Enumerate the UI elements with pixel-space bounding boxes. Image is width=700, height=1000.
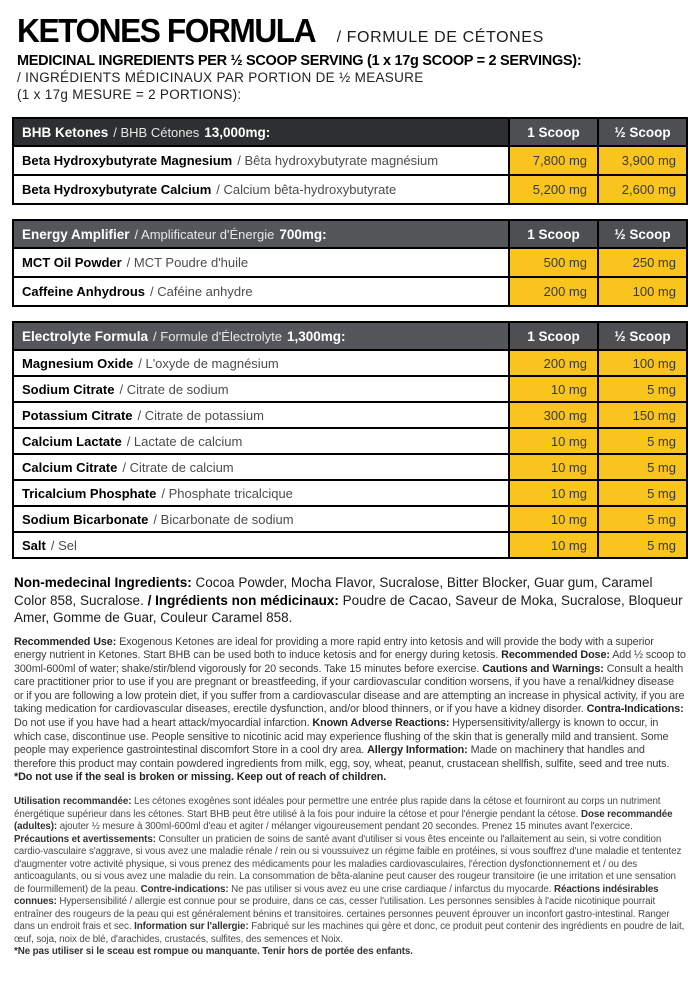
ingredient-row (14, 531, 686, 557)
amount-1-scoop: 10 mg (508, 377, 597, 401)
amount-1-scoop: 5,200 mg (508, 176, 597, 203)
label-utilisation-recommandee: Utilisation recommandée: (14, 796, 132, 808)
col-header-half-scoop: ½ Scoop (597, 221, 686, 247)
title-block (12, 12, 688, 50)
ingredient-name (14, 278, 508, 305)
amount-half-scoop: 100 mg (597, 351, 686, 375)
col-header-1-scoop: 1 Scoop (508, 119, 597, 145)
ingredient-row (14, 479, 686, 505)
text-dose-recommandee: ajouter ½ mesure à 300ml-600ml d'eau et agiter / mélanger vigoureusement pendant 20 secondes. Prenez 15 minutes avant l'exercice. (59, 821, 633, 833)
amount-half-scoop: 2,600 mg (597, 176, 686, 203)
medicinal-ingredients-heading-fr-1: / INGRÉDIENTS MÉDICINAUX PAR PORTION DE ½ MEASURE (17, 70, 424, 85)
ingredient-name-fr: / Citrate de potassium (137, 407, 264, 423)
text-utilisation-recommandee: Les cétones exogènes sont idéales pour permettre une entrée plus rapide dans la cétose et fourniront au corps un nutriment énergétique supérieur dans les cétones. Start BHB peut être utilisé à la fois pour induire la cétose et pour l'énergie pendant la cétose. (14, 796, 661, 820)
amount-half-scoop: 5 mg (597, 507, 686, 531)
ingredient-row (14, 453, 686, 479)
amount-1-scoop: 10 mg (508, 455, 597, 479)
label-reactions-indesirables: Réactions indésirables connues: (14, 883, 659, 908)
table-header-row (14, 119, 686, 145)
ingredient-row (14, 174, 686, 203)
section-name-en: BHB Ketones (22, 124, 109, 140)
ingredient-name-fr: / Bicarbonate de sodium (153, 511, 294, 527)
amount-half-scoop: 5 mg (597, 377, 686, 401)
ingredient-name-en: Sodium Citrate (22, 381, 115, 397)
amount-half-scoop: 150 mg (597, 403, 686, 427)
non-medicinal-label-en: Non-medecinal Ingredients: (14, 575, 192, 590)
ingredient-name (14, 377, 508, 401)
text-adverse-reactions: Hypersensitivity/allergy is known to occur, in which case, discontinue use. People sensitive to nicotinic acid may experience flushing of the skin that is generally mild and transient. Some people may experience gastrointestinal discomfort Store in a cool dry area. (14, 717, 669, 757)
energy-amplifier-table (12, 219, 688, 307)
medicinal-ingredients-heading-fr-2: (1 x 17g MESURE = 2 PORTIONS): (17, 87, 242, 102)
table-header-row (14, 323, 686, 349)
section-name-fr: / Amplificateur d'Énergie (134, 226, 275, 242)
text-allergy-information: Made on machinery that handles and therefore this product may contain powdered ingredients from milk, egg, soy, wheat, peanut, crustacean shellfish, sulfite, seed and tree nuts. (14, 744, 670, 770)
section-total-amount: 700mg: (279, 226, 327, 242)
medicinal-ingredients-heading: MEDICINAL INGREDIENTS PER ½ SCOOP SERVING (1 x 17g SCOOP = 2 SERVINGS): (17, 53, 582, 69)
label-recommended-use: Recommended Use: (14, 635, 117, 648)
label-information-allergie: Information sur l'allergie: (134, 921, 249, 933)
section-name-en: Energy Amplifier (22, 226, 130, 242)
col-header-1-scoop: 1 Scoop (508, 221, 597, 247)
label-precautions: Précautions et avertissements: (14, 833, 156, 845)
ingredient-name (14, 455, 508, 479)
ingredient-name-fr: / Phosphate tricalcique (161, 485, 293, 501)
directions-en (12, 636, 688, 786)
ingredient-name-en: Beta Hydroxybutyrate Calcium (22, 182, 212, 197)
label-cautions-warnings: Cautions and Warnings: (482, 662, 604, 675)
ingredient-name-en: Beta Hydroxybutyrate Magnesium (22, 153, 233, 168)
table-header-row (14, 221, 686, 247)
amount-1-scoop: 500 mg (508, 249, 597, 276)
product-title: KETONES FORMULA (17, 12, 316, 49)
ingredient-name-fr: / Lactate de calcium (126, 433, 243, 449)
col-header-half-scoop: ½ Scoop (597, 323, 686, 349)
ingredient-row (14, 375, 686, 401)
text-recommended-dose: Add ½ scoop to 300ml-600ml of water; shake/stir/blend vigorously for 20 seconds. Take 15 minutes before exercise. (14, 649, 686, 675)
ingredient-name-fr: / Caféine anhydre (150, 284, 253, 299)
non-medicinal-text-en: Cocoa Powder, Mocha Flavor, Sucralose, Bitter Blocker, Guar gum, Caramel Color 858, Sucralose. (14, 575, 653, 608)
text-recommended-use: Exogenous Ketones are ideal for providing a more rapid entry into ketosis and will provide the body with a superior energy nutrient in Ketones. Start BHB can be used both to induce ketosis and for energy during ketosis. (14, 635, 654, 662)
label-allergy-information: Allergy Information: (367, 744, 468, 757)
ingredient-row (14, 145, 686, 174)
ingredient-name-en: Sodium Bicarbonate (22, 511, 149, 527)
ingredient-name (14, 403, 508, 427)
ingredient-name-en: MCT Oil Powder (22, 255, 122, 270)
amount-half-scoop: 5 mg (597, 455, 686, 479)
col-header-half-scoop: ½ Scoop (597, 119, 686, 145)
amount-1-scoop: 7,800 mg (508, 147, 597, 174)
section-total-amount: 13,000mg: (204, 124, 271, 140)
ingredient-name-fr: / Sel (50, 537, 77, 553)
section-name-en: Electrolyte Formula (22, 328, 149, 344)
amount-1-scoop: 300 mg (508, 403, 597, 427)
ingredient-name (14, 507, 508, 531)
col-header-1-scoop: 1 Scoop (508, 323, 597, 349)
ingredient-name-en: Magnesium Oxide (22, 355, 134, 371)
ingredient-row (14, 505, 686, 531)
table-section-header (14, 221, 508, 247)
table-section-header (14, 119, 508, 145)
ingredient-name-en: Calcium Citrate (22, 459, 118, 475)
amount-1-scoop: 200 mg (508, 278, 597, 305)
ingredient-name (14, 533, 508, 557)
ingredient-name-fr: / Citrate de calcium (122, 459, 234, 475)
amount-1-scoop: 10 mg (508, 481, 597, 505)
ingredient-name-fr: / Citrate de sodium (119, 381, 229, 397)
section-name-fr: / BHB Cétones (113, 124, 200, 140)
ingredient-name-fr: / L'oxyde de magnésium (138, 355, 279, 371)
ingredient-name-en: Calcium Lactate (22, 433, 122, 449)
ingredient-name-en: Caffeine Anhydrous (22, 284, 146, 299)
ingredient-name (14, 351, 508, 375)
label-adverse-reactions: Known Adverse Reactions: (312, 717, 450, 730)
ingredient-name-fr: / Bêta hydroxybutyrate magnésium (237, 153, 439, 168)
text-contre-indications: Ne pas utiliser si vous avez eu une crise cardiaque / infarctus du myocarde. (231, 883, 552, 895)
non-medicinal-label-fr: / Ingrédients non médicinaux: (147, 592, 339, 608)
ingredient-name-en: Salt (22, 537, 46, 553)
product-title-fr: / FORMULE DE CÉTONES (336, 29, 544, 46)
section-total-amount: 1,300mg: (286, 328, 346, 344)
amount-half-scoop: 100 mg (597, 278, 686, 305)
ingredient-name (14, 429, 508, 453)
label-recommended-dose: Recommended Dose: (501, 649, 610, 662)
amount-half-scoop: 5 mg (597, 533, 686, 557)
section-name-fr: / Formule d'Électrolyte (153, 328, 282, 344)
amount-half-scoop: 250 mg (597, 249, 686, 276)
label-contre-indications: Contre-indications: (140, 883, 229, 895)
non-medicinal-text-fr: Poudre de Cacao, Saveur de Moka, Sucralose, Bloqueur Amer, Gomme de Guar, Couleur Caramel 858. (14, 592, 683, 625)
ingredient-row (14, 401, 686, 427)
ingredient-name (14, 249, 508, 276)
ingredient-name-en: Tricalcium Phosphate (22, 485, 157, 501)
ingredient-row (14, 276, 686, 305)
non-medicinal-ingredients (12, 574, 688, 627)
ingredient-row (14, 427, 686, 453)
amount-half-scoop: 5 mg (597, 429, 686, 453)
ingredient-name-en: Potassium Citrate (22, 407, 133, 423)
ingredient-name (14, 147, 508, 174)
seal-warning-en: *Do not use if the seal is broken or missing. Keep out of reach of children. (14, 771, 387, 784)
amount-half-scoop: 3,900 mg (597, 147, 686, 174)
ingredient-row (14, 349, 686, 375)
seal-warning-fr: *Ne pas utiliser si le sceau est rompue ou manquante. Tenir hors de portée des enfants. (14, 946, 413, 958)
amount-1-scoop: 10 mg (508, 533, 597, 557)
amount-half-scoop: 5 mg (597, 481, 686, 505)
electrolyte-formula-table (12, 321, 688, 559)
ingredient-name (14, 176, 508, 203)
text-contra-indications: Do not use if you have had a heart attack/myocardial infarction. (14, 717, 310, 730)
text-precautions: Consulter un praticien de soins de santé avant d'utiliser si vous êtes enceinte ou l'allaitement au sein, si votre condition cardio-vasculaire s'aggrave, si vous avez une maladie rénale / rein ou si voussuivez un régime faible en protéines, si vous souffrez d'une maladie et tententez d'augmenter votre activité physique, si vous prenez des médicaments pour les maladies cardiovasculaires, l'érection dysfonctionnement et / ou des anticoagulants, ou si vous avez une maladie du rein. La consommation de bêta-alanine peut causer des rougeur transitoire (ie une irritation et une sensation de fourmillement) de la peau. (14, 833, 682, 895)
label-contra-indications: Contra-Indications: (586, 703, 684, 716)
amount-1-scoop: 200 mg (508, 351, 597, 375)
text-information-allergie: Fabriqué sur les machines qui gère et donc, ce produit peut contenir des ingrédients en poudre de lait, œuf, soja, noix de blé, d'arachides, crustacés, sulfites, des semences et Noix. (14, 921, 685, 945)
ingredient-name-fr: / MCT Poudre d'huile (126, 255, 249, 270)
directions-fr (12, 796, 688, 946)
text-reactions-indesirables: Hypersensibilité / allergie est connue pour se produire, dans ce cas, cesser l'utilisation. Les personnes sensibles à l'acide nicotinique pourrait entraîner des rougeurs de la peau qui est généralement bénins et transitoires. certaines personnes peuvent éprouver un inconfort gastro-intestinal. Ranger dans un endroit frais et sec. (14, 896, 670, 933)
bhb-ketones-table (12, 117, 688, 205)
amount-1-scoop: 10 mg (508, 507, 597, 531)
ingredient-name-fr: / Calcium bêta-hydroxybutyrate (216, 182, 397, 197)
ingredient-name (14, 481, 508, 505)
ingredient-row (14, 247, 686, 276)
table-section-header (14, 323, 508, 349)
amount-1-scoop: 10 mg (508, 429, 597, 453)
text-cautions-warnings: Consult a health care practitioner prior to use if you are pregnant or breastfeeding, if your cardiovascular condition worsens, if you have a renal/kidney disease or if you are following a low protein diet, if you suffer from a cardiovascular disease and are attempting an increase in physical activity, if you are taking medication for cardiovascular diseases, erectile dysfunction, and/or blood thinners, or if you have a kidney disorder. (14, 662, 685, 716)
label-dose-recommandee: Dose recommandée (adultes): (14, 808, 673, 833)
